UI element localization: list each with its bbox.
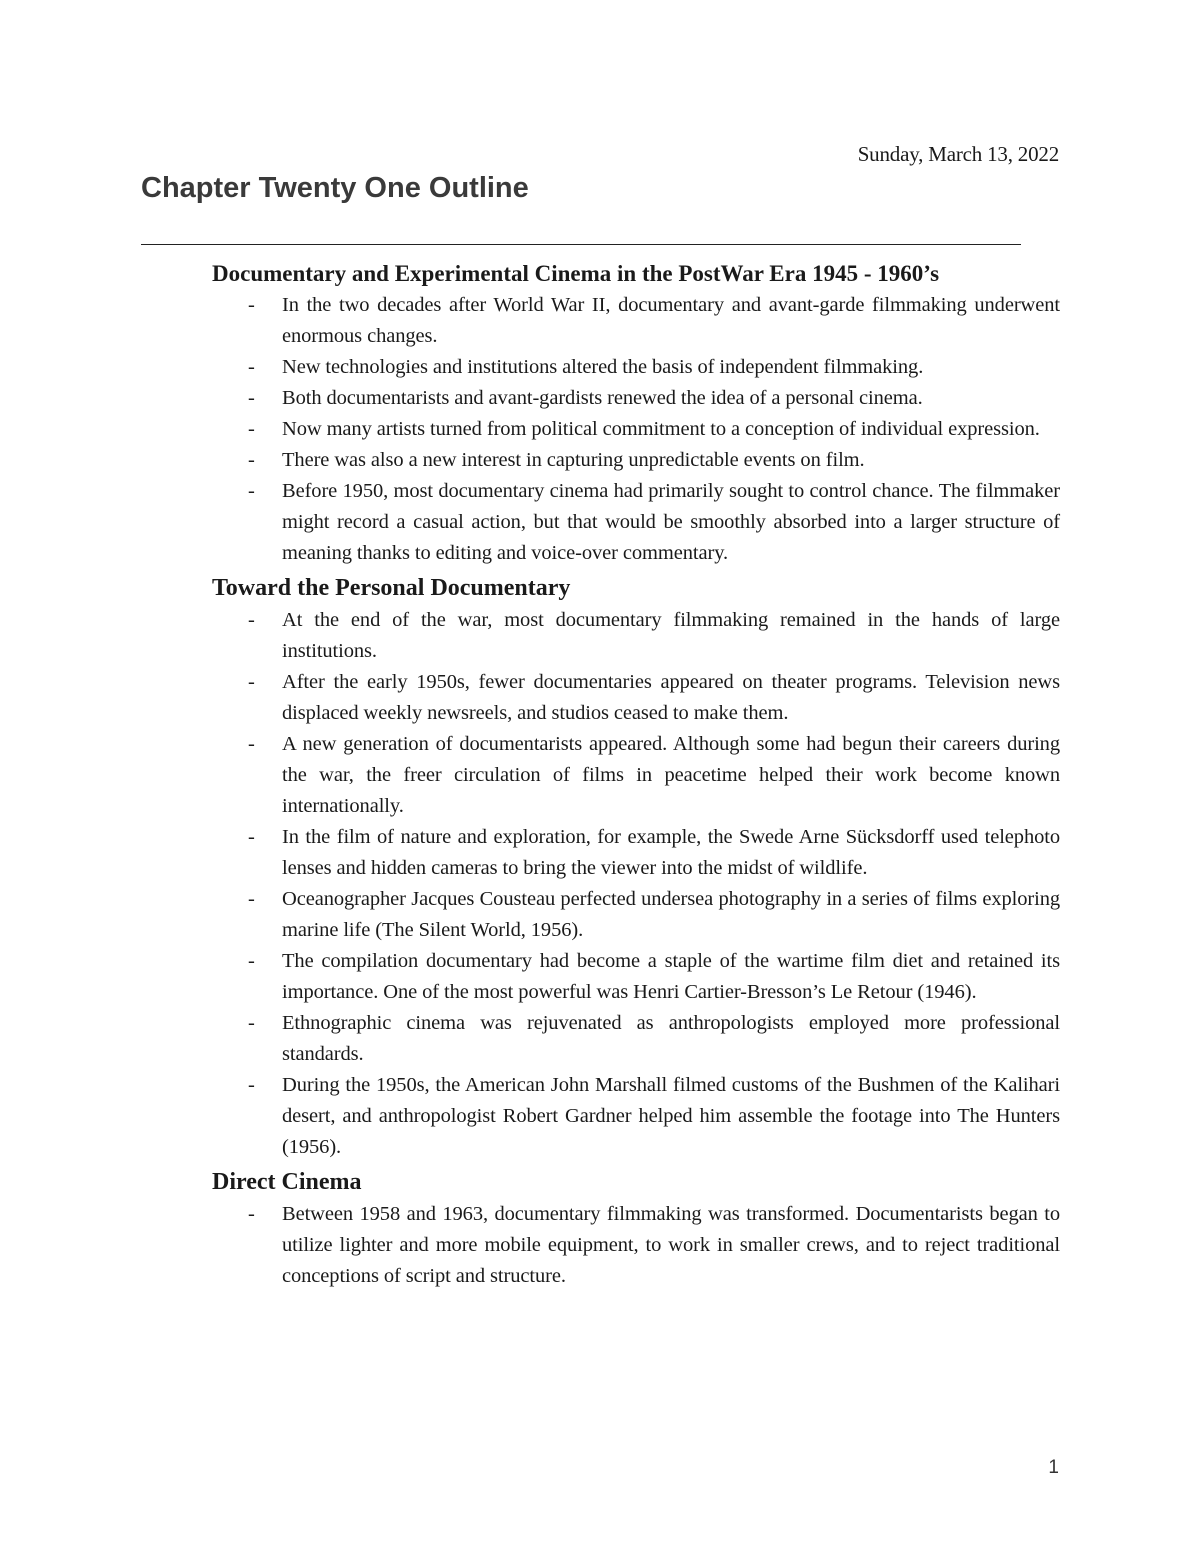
bullet-list <box>212 1199 1060 1292</box>
list-item <box>212 352 1060 383</box>
bullet-dash: - <box>248 387 255 409</box>
list-item-text: There was also a new interest in capturing unpredictable events on film. <box>282 449 865 471</box>
outline-body <box>212 258 1060 1294</box>
list-item <box>212 414 1060 445</box>
bullet-dash: - <box>248 733 255 755</box>
list-item-text: Now many artists turned from political commitment to a conception of individual expression. <box>282 418 1040 440</box>
bullet-list <box>212 605 1060 1163</box>
section-personal-documentary <box>212 571 1060 1163</box>
list-item-text: At the end of the war, most documentary filmmaking remained in the hands of large institutions. <box>282 609 1060 662</box>
list-item-text: Ethnographic cinema was rejuvenated as anthropologists employed more professional standards. <box>282 1012 1060 1065</box>
list-item <box>212 476 1060 569</box>
list-item-text: After the early 1950s, fewer documentaries appeared on theater programs. Television news displaced weekly newsreels, and studios ceased to make them. <box>282 671 1060 724</box>
section-heading: Documentary and Experimental Cinema in the PostWar Era 1945 - 1960’s <box>212 261 940 286</box>
bullet-dash: - <box>248 671 255 693</box>
list-item-text: Before 1950, most documentary cinema had primarily sought to control chance. The filmmaker might record a casual action, but that would be smoothly absorbed into a larger structure of meaning thanks to editing and voice-over commentary. <box>282 480 1060 564</box>
page-title: Chapter Twenty One Outline <box>141 172 529 204</box>
section-heading: Direct Cinema <box>212 1169 362 1195</box>
list-item <box>212 1008 1060 1070</box>
bullet-dash: - <box>248 888 255 910</box>
bullet-dash: - <box>248 1203 255 1225</box>
list-item <box>212 729 1060 822</box>
bullet-dash: - <box>248 1074 255 1096</box>
list-item <box>212 667 1060 729</box>
bullet-dash: - <box>248 356 255 378</box>
list-item-text: In the two decades after World War II, documentary and avant-garde filmmaking underwent enormous changes. <box>282 294 1060 347</box>
list-item-text: Oceanographer Jacques Cousteau perfected undersea photography in a series of films exploring marine life (The Silent World, 1956). <box>282 888 1060 941</box>
bullet-dash: - <box>248 1012 255 1034</box>
list-item <box>212 884 1060 946</box>
list-item <box>212 383 1060 414</box>
list-item-text: Both documentarists and avant-gardists renewed the idea of a personal cinema. <box>282 387 923 409</box>
list-item <box>212 605 1060 667</box>
bullet-dash: - <box>248 449 255 471</box>
page-number: 1 <box>1048 1457 1059 1478</box>
bullet-list <box>212 290 1060 569</box>
title-divider <box>141 244 1021 245</box>
section-direct-cinema <box>212 1165 1060 1292</box>
list-item-text: Between 1958 and 1963, documentary filmmaking was transformed. Documentarists began to utilize lighter and more mobile equipment, to work in smaller crews, and to reject traditional conceptions of script and structure. <box>282 1203 1060 1287</box>
list-item <box>212 445 1060 476</box>
bullet-dash: - <box>248 826 255 848</box>
list-item-text: The compilation documentary had become a staple of the wartime film diet and retained its importance. One of the most powerful was Henri Cartier-Bresson’s Le Retour (1946). <box>282 950 1060 1003</box>
list-item-text: In the film of nature and exploration, for example, the Swede Arne Sücksdorff used telephoto lenses and hidden cameras to bring the viewer into the midst of wildlife. <box>282 826 1060 879</box>
section-postwar-era <box>212 258 1060 569</box>
list-item <box>212 290 1060 352</box>
bullet-dash: - <box>248 480 255 502</box>
document-date: Sunday, March 13, 2022 <box>857 142 1059 166</box>
list-item <box>212 946 1060 1008</box>
list-item-text: New technologies and institutions altered the basis of independent filmmaking. <box>282 356 924 378</box>
bullet-dash: - <box>248 418 255 440</box>
bullet-dash: - <box>248 294 255 316</box>
bullet-dash: - <box>248 950 255 972</box>
bullet-dash: - <box>248 609 255 631</box>
list-item <box>212 1199 1060 1292</box>
section-heading: Toward the Personal Documentary <box>212 575 571 601</box>
list-item <box>212 1070 1060 1163</box>
list-item-text: A new generation of documentarists appeared. Although some had begun their careers during the war, the freer circulation of films in peacetime helped their work become known internationally. <box>282 733 1060 817</box>
list-item <box>212 822 1060 884</box>
list-item-text: During the 1950s, the American John Marshall filmed customs of the Bushmen of the Kalihari desert, and anthropologist Robert Gardner helped him assemble the footage into The Hunters (1956). <box>282 1074 1060 1158</box>
